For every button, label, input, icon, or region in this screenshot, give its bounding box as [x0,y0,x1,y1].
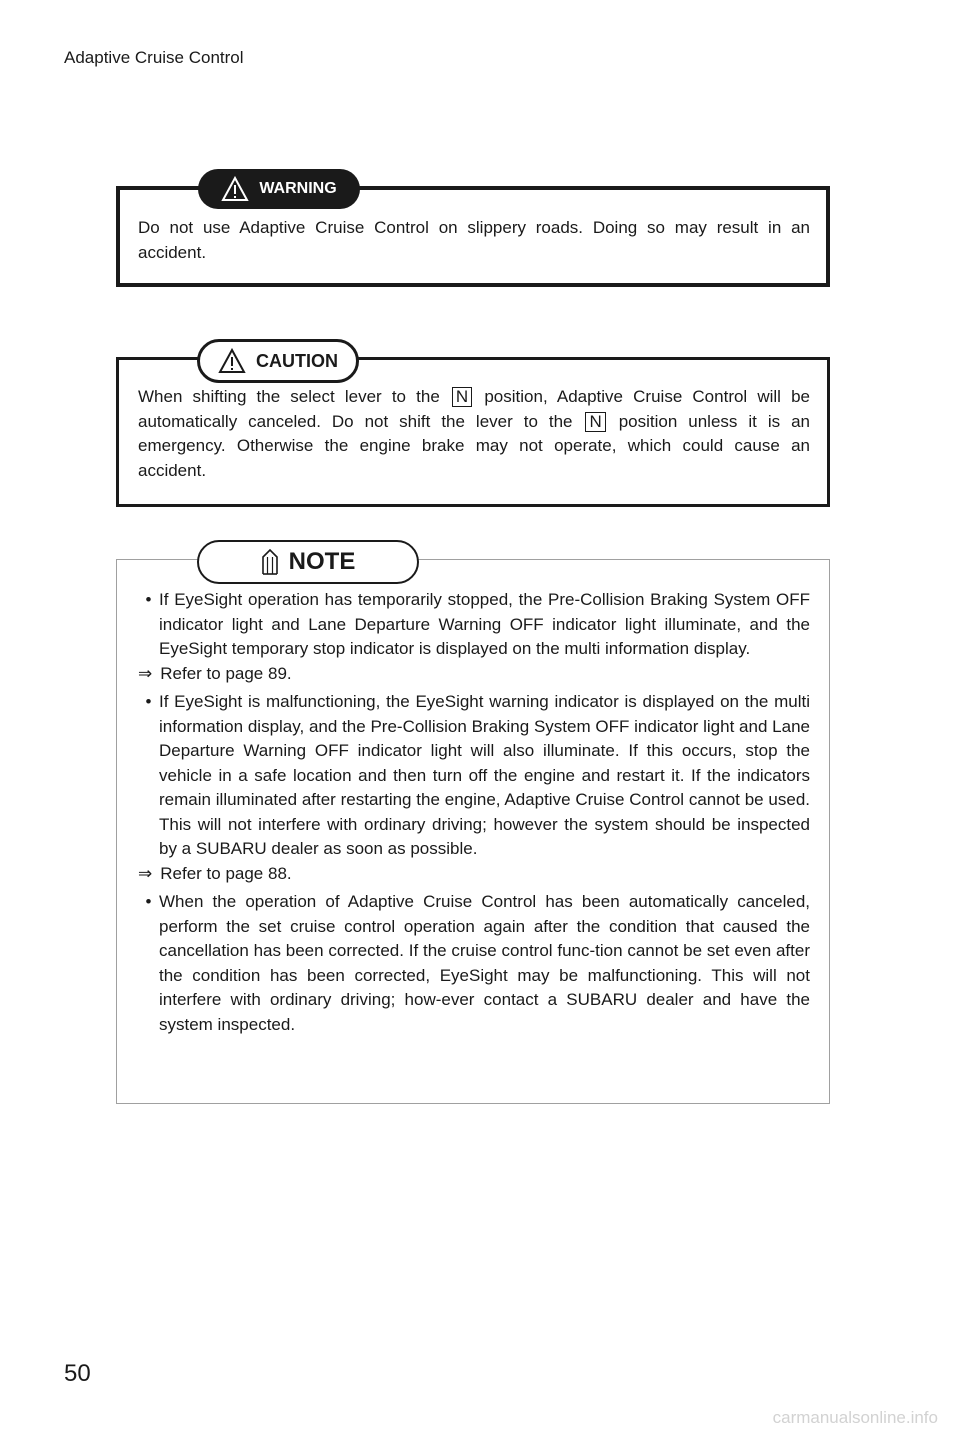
warning-triangle-icon [218,348,246,374]
note-item [138,890,810,1037]
note-item-text: If EyeSight operation has temporarily stopped, the Pre-Collision Braking System OFF indicator light and Lane Departure Warning OFF indicator light illuminate, and the EyeSight temporary stop indicator is displayed on the multi information display. [159,590,810,658]
bullet: • [145,892,152,911]
note-badge [197,540,419,584]
page-reference-text: Refer to page 88. [160,863,292,883]
caution-text [138,385,810,483]
page-reference [138,662,810,687]
page-reference [138,862,810,887]
note-item [138,690,810,862]
caution-text-part: position, Adaptive Cruise Control will be automatically canceled. Do not shift the lever to the [138,387,810,431]
page-number: 50 [64,1360,91,1387]
caution-text-part: position unless it is an emergency. Otherwise the engine brake may not operate, which could cause an accident. [138,411,810,480]
note-pencil-icon [261,548,279,576]
note-list [138,588,810,1037]
note-item-text: When the operation of Adaptive Cruise Control has been automatically canceled, perform the set cruise control operation again after the condition that caused the cancellation has been corrected. If the cruise control func-tion cannot be set even after the condition has been corrected, EyeSight may be malfunctioning. This will not interfere with ordinary driving; how-ever contact a SUBARU dealer and have the system inspected. [159,892,810,1034]
note-item [138,588,810,662]
bullet: • [145,590,152,609]
watermark: carmanualsonline.info [772,1408,938,1427]
warning-triangle-icon [221,176,249,202]
note-label: NOTE [288,548,356,575]
shift-key-n: N [585,412,605,432]
arrow-icon: ⇒ [138,663,153,683]
note-item-text: If EyeSight is malfunctioning, the EyeSight warning indicator is displayed on the multi information display, and the Pre-Collision Braking System OFF indicator light and Lane Departure Warning OFF indicator light will also illuminate. If this occurs, stop the vehicle in a safe location and then turn off the engine and restart it. If the indicators remain illuminated after restarting the engine, Adaptive Cruise Control cannot be used. This will not interfere with ordinary driving; however the system should be inspected by a SUBARU dealer as soon as possible. [159,692,810,858]
warning-label: WARNING [259,180,337,197]
page-reference-text: Refer to page 89. [160,663,292,683]
arrow-icon: ⇒ [138,863,153,883]
running-header: Adaptive Cruise Control [64,48,244,67]
caution-label: CAUTION [256,350,338,371]
caution-badge [197,339,359,383]
caution-text-part: When shifting the select lever to the [138,387,440,406]
shift-key-n: N [452,387,472,407]
warning-text: Do not use Adaptive Cruise Control on slippery roads. Doing so may result in an accident. [138,218,810,262]
bullet: • [145,692,152,711]
warning-badge [198,169,360,209]
